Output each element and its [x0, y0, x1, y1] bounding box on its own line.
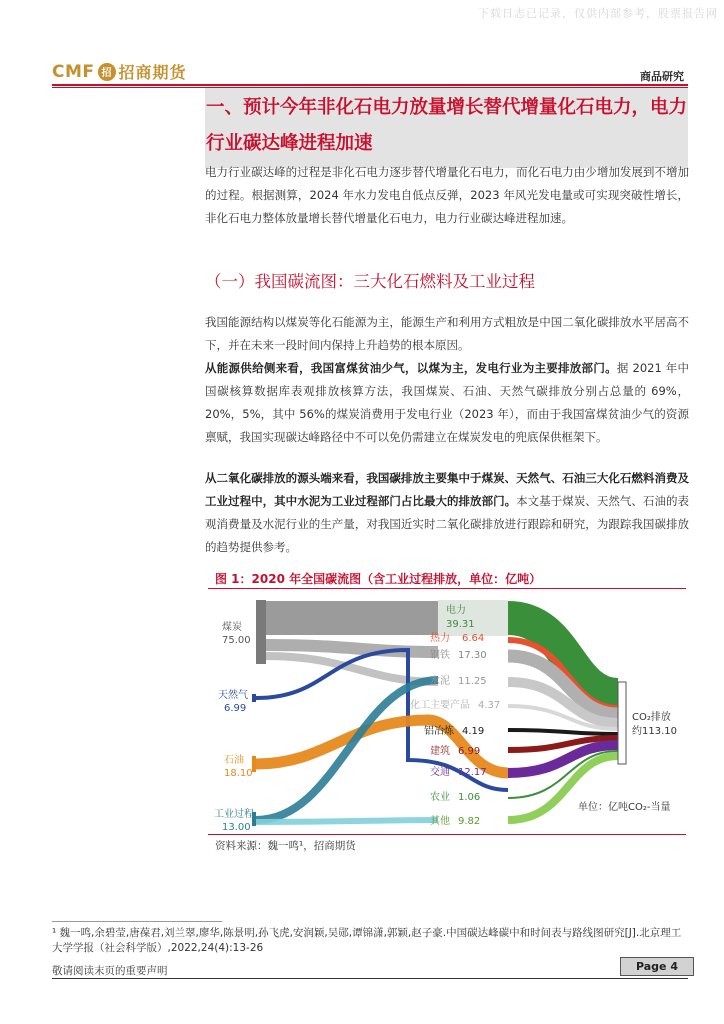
value-construction: 6.99: [458, 746, 481, 757]
value-power: 39.31: [446, 619, 475, 630]
label-construction: 建筑: [430, 746, 450, 757]
carbon-flow-sankey: [208, 590, 686, 833]
paragraph-3-lead: 从二氧化碳排放的源头端来看，我国碳排放主要集中于煤炭、天然气、石油三大化石燃料消费及工业过程中，其中水泥为工业过程部门占比最大的排放部门。: [205, 471, 689, 508]
value-chem: 4.37: [478, 700, 501, 711]
footnote: ¹ 魏一鸣,余碧莹,唐葆君,刘兰翠,廖华,陈景明,孙飞虎,安润颖,吴郧,谭锦潇,郭颖,赵子豪.中国碳达峰碳中和时间表与路线图研究[J].北京理工大学学报（社会科学版）,2022,24(4):13-26: [52, 927, 682, 954]
footer-rule: [52, 978, 688, 979]
label-transport: 交通: [430, 767, 450, 778]
label-agri: 农业: [430, 792, 450, 803]
sankey-source-nodes: [214, 600, 266, 833]
paragraph-2-body: 据 2021 年中国碳核算数据库表观排放核算方法，我国煤炭、石油、天然气碳排放分别占总量的 69%，20%，5%，其中 56%的煤炭消费用于发电行业（2023 年），而由于我国富煤贫油少气的资源禀赋，我国实现碳达峰路径中不可以免仍需建立在煤炭发电的兜底保供框架下。: [205, 361, 690, 444]
paragraph-3: [205, 467, 689, 559]
value-co2: 约113.10: [632, 726, 677, 737]
label-heat: 热力: [430, 633, 450, 644]
logo-cmf: CMF: [52, 61, 95, 82]
logo-name: 招商期货: [118, 63, 187, 82]
value-industry: 13.00: [222, 822, 251, 833]
value-transport: 12.17: [458, 767, 487, 778]
node-gas: [252, 694, 256, 702]
node-co2: [618, 682, 626, 764]
watermark: 下载日志已记录，仅供内部参考，股票报告网: [478, 7, 718, 20]
label-oil: 石油: [224, 755, 244, 766]
figure-bottom-rule: [208, 834, 686, 835]
paragraph-2: [205, 357, 689, 449]
label-industry: 工业过程: [214, 809, 254, 820]
label-cement: 水泥: [430, 676, 450, 687]
value-aluminum: 4.19: [462, 726, 485, 737]
figure-top-rule: [208, 588, 686, 589]
paragraph-3-body: 本文基于煤炭、天然气、石油的表观消费量及水泥行业的生产量，对我国近实时二氧化碳排放进行跟踪和研究，为跟踪我国碳排放的趋势提供参考。: [205, 494, 689, 554]
label-aluminum: 铝冶炼: [424, 726, 454, 737]
heading1: 一、预计今年非化石电力放量增长替代增量化石电力，电力行业碳达峰进程加速: [206, 97, 688, 154]
page-number: Page 4: [620, 957, 694, 976]
value-gas: 6.99: [224, 703, 247, 714]
figure-source: 资料来源：魏一鸣¹，招商期货: [215, 840, 356, 852]
link-industry-2: [256, 820, 438, 822]
link-coal-steel: [266, 645, 438, 652]
value-oil: 18.10: [224, 768, 253, 779]
disclaimer: 敬请阅读末页的重要声明: [52, 965, 168, 977]
figure-title: 图 1：2020 年全国碳流图（含工业过程排放，单位：亿吨）: [215, 572, 542, 586]
value-heat: 6.64: [462, 633, 485, 644]
value-steel: 17.30: [458, 650, 487, 661]
value-agri: 1.06: [458, 792, 481, 803]
intro-paragraph: 电力行业碳达峰的过程是非化石电力逐步替代增量化石电力，而化石电力由少增加发展到不增加的过程。根据测算，2024 年水力发电自低点反弹，2023 年风光发电量或可实现突破性增长，非化石电力整体放量增长替代增量化石电力，电力行业碳达峰进程加速。: [205, 165, 689, 225]
page-header: [52, 58, 688, 84]
footnote-rule: [52, 921, 222, 922]
logo-badge-icon: 招: [98, 63, 116, 81]
label-coal: 煤炭: [222, 622, 242, 633]
label-chem: 化工主要产品: [410, 700, 470, 711]
value-coal: 75.00: [222, 635, 251, 646]
paragraph-1: 我国能源结构以煤炭等化石能源为主，能源生产和利用方式粗放是中国二氧化碳排放水平居高不下，并在未来一段时间内保持上升趋势的根本原因。: [205, 315, 689, 352]
header-rule: [52, 84, 688, 86]
heading2: （一）我国碳流图：三大化石燃料及工业过程: [205, 272, 535, 291]
paragraph-2-lead: 从能源供给侧来看，我国富煤贫油少气，以煤为主，发电行业为主要排放部门。: [205, 361, 617, 375]
label-steel: 钢铁: [430, 650, 450, 661]
value-other: 9.82: [458, 816, 481, 827]
section-label: 商品研究: [640, 70, 684, 83]
flow-aluminum: [508, 730, 618, 734]
label-power: 电力: [446, 605, 466, 616]
node-coal: [256, 600, 266, 664]
logo: [52, 60, 187, 83]
label-co2: CO₂排放: [632, 712, 671, 723]
label-gas: 天然气: [218, 690, 248, 701]
value-cement: 11.25: [458, 676, 487, 687]
unit-note: 单位：亿吨CO₂-当量: [578, 802, 671, 813]
label-other: 其他: [430, 816, 450, 827]
